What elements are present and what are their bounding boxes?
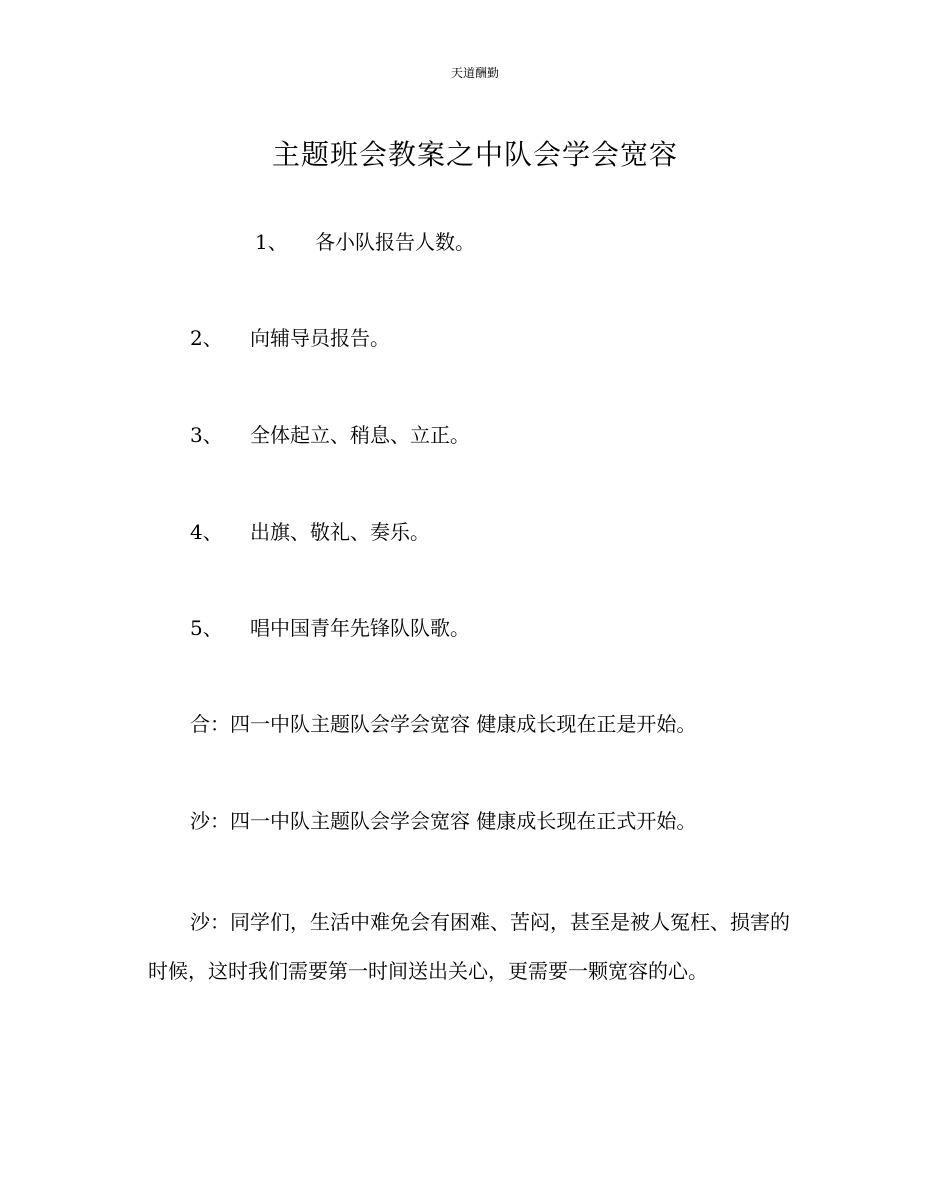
item-text: 唱中国青年先锋队队歌。 [250, 616, 470, 640]
body-paragraph: 沙：同学们，生活中难免会有困难、苦闷，甚至是被人冤枉、损害的时候，这时我们需要第一时间送出关心，更需要一颗宽容的心。 [148, 910, 790, 983]
item-text: 各小队报告人数。 [315, 230, 475, 254]
item-number: 4、 [190, 520, 223, 544]
list-item [190, 419, 470, 448]
list-item [190, 516, 430, 545]
item-number: 5、 [190, 616, 223, 640]
document-title: 主题班会教案之中队会学会宽容 [271, 138, 678, 171]
list-item [255, 226, 475, 255]
item-text: 向辅导员报告。 [250, 326, 390, 350]
item-text: 全体起立、稍息、立正。 [250, 423, 470, 447]
item-number: 3、 [190, 423, 223, 447]
dialogue-line: 沙：四一中队主题队会学会宽容 健康成长现在正式开始。 [190, 809, 697, 833]
item-number: 2、 [190, 326, 223, 350]
list-item [190, 612, 470, 641]
page-header: 天道酬勤 [450, 66, 499, 80]
item-text: 出旗、敬礼、奏乐。 [250, 520, 430, 544]
list-item [190, 322, 390, 351]
item-number: 1、 [255, 230, 288, 254]
dialogue-line: 合：四一中队主题队会学会宽容 健康成长现在正是开始。 [190, 712, 697, 736]
